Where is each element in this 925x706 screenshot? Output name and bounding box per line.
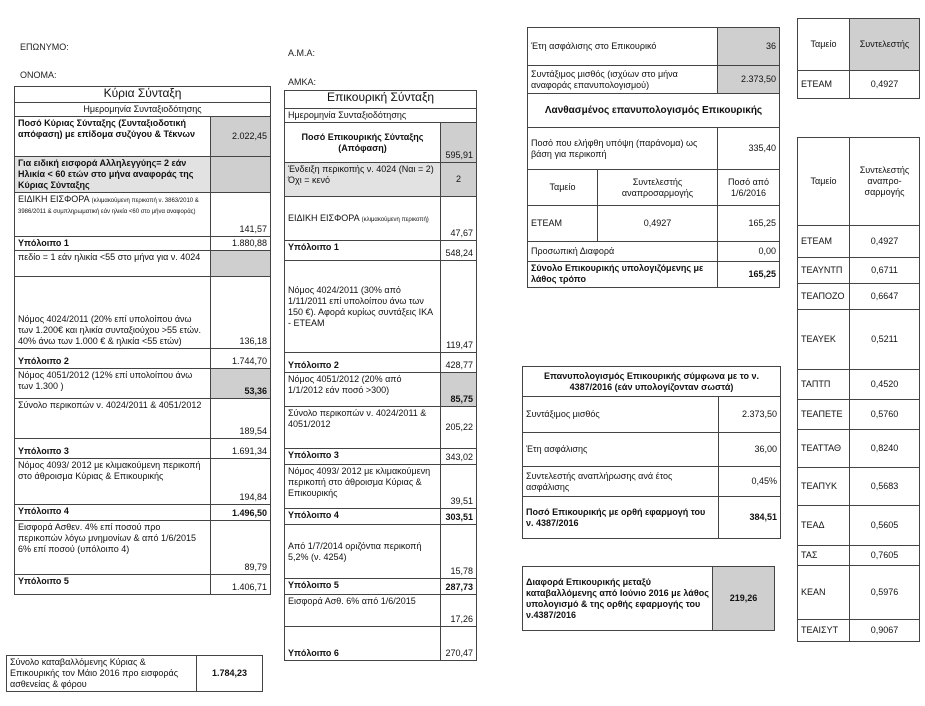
table-row: Υπόλοιπο 2 428,77 xyxy=(285,353,477,373)
main-pension-date-label: Ημερομηνία Συνταξιοδότησης xyxy=(15,103,271,117)
correct-calc-table xyxy=(522,366,781,539)
table-row: Από 1/7/2014 οριζόντια περικοπή 5,2% (ν. 4254) 15,78 xyxy=(285,525,477,579)
table-row: Ποσό Κύριας Σύνταξης (Συνταξιοδοτική απόφαση) με επίδομα συζύγου & Τέκνων 2.022,45 xyxy=(15,117,271,157)
table-row: Νόμος 4093/ 2012 με κλιμακούμενη περικοπή στο άθροισμα Κύριας & Επικουρικής 39,51 xyxy=(285,465,477,509)
table-row: Εισφορά Ασθ. 6% από 1/6/2015 17,26 xyxy=(285,595,477,627)
table-row: ΕΙΔΙΚΗ ΕΙΣΦΟΡΑ (κλιμακούμενη περικοπή ν. 3863/2010 & 3986/2011 & συμπληρωματική εάν ηλικία <60 στο μήνα αναφοράς) 141,57 xyxy=(15,193,271,237)
difference-value: 219,26 xyxy=(713,567,775,631)
table-row: Νόμος 4093/ 2012 με κλιμακούμενη περικοπή στο άθροισμα Κύριας & Επικουρικής 194,84 xyxy=(15,459,271,505)
wrong-calc-title: Λανθασμένος επανυπολογισμός Επικουρικής xyxy=(528,94,780,128)
table-row: ΤΕΑΥΝΤΠ 0,6711 xyxy=(798,258,920,284)
table-row: ΤΑΣ 0,7605 xyxy=(798,546,920,566)
fund-col-coef: Συντελεστής αναπρο-σαρμογής xyxy=(850,138,920,226)
table-row: Νόμος 4024/2011 (20% επί υπολοίπου άνω των 1.200€ και ηλικία συνταξιούχου >55 ετών. 40% άνω των 1.000 € & ηλικία <55 ετών) 136,18 xyxy=(15,277,271,349)
col-coef: Συντελεστής αναπροσαρμογής xyxy=(598,170,718,206)
table-row: ΚΕΑΝ 0,5976 xyxy=(798,566,920,620)
aux-pension-date-label: Ημερομηνία Συνταξιοδότησης xyxy=(285,109,477,123)
main-total-value: 1.784,23 xyxy=(197,656,263,692)
years-label: Έτη ασφάλισης στο Επικουρικό xyxy=(528,28,718,66)
difference-table xyxy=(522,566,775,631)
table-row: ΤΕΑΠΥΚ 0,5683 xyxy=(798,468,920,506)
label-amka: ΑΜΚΑ: xyxy=(288,77,317,87)
aux-pension-title: Επικουρική Σύνταξη xyxy=(285,91,477,109)
correct-calc-title: Επανυπολογισμός Επικουρικής σύμφωνα με το ν. 4387/2016 (εάν υπολογίζονταν σωστά) xyxy=(523,367,781,397)
years-value: 36 xyxy=(718,28,780,66)
salary-label: Συντάξιμος μισθός (ισχύων στο μήνα αναφοράς επανυπολογισμού) xyxy=(528,66,718,94)
table-row: ΤΑΠΤΠ 0,4520 xyxy=(798,370,920,400)
table-row: Υπόλοιπο 2 1.744,70 xyxy=(15,349,271,369)
col-fund: Ταμείο xyxy=(528,170,598,206)
table-row: ΤΕΑΠΕΤΕ 0,5760 xyxy=(798,400,920,430)
table-row: ΕΤΕΑΜ 0,4927 165,25 xyxy=(528,206,780,242)
table-row: Εισφορά Ασθεν. 4% επί ποσού προ περικοπών λόγω μνημονίων & από 1/6/2015 6% επί ποσού (υπόλοιπο 4) 89,79 xyxy=(15,521,271,575)
table-row: Σύνολο περικοπών ν. 4024/2011 & 4051/2012 189,54 xyxy=(15,399,271,439)
main-pension-table xyxy=(14,86,271,595)
base-label: Ποσό που ελήφθη υπόψη (παράνομα) ως βάση για περικοπή xyxy=(528,128,718,170)
table-row: Υπόλοιπο 1 548,24 xyxy=(285,241,477,261)
aux-pension-table xyxy=(284,90,477,661)
main-total-label: Σύνολο καταβαλλόμενης Κύριας & Επικουρικής τον Μάιο 2016 προ εισφοράς ασθενείας & φόρου xyxy=(7,656,197,692)
table-row: Ποσό Επικουρικής με ορθή εφαρμογή του ν. 4387/2016 384,51 xyxy=(523,497,781,539)
wrong-total-value: 165,25 xyxy=(718,262,780,288)
table-row: Υπόλοιπο 1 1.880,88 xyxy=(15,237,271,251)
salary-value: 2.373,50 xyxy=(718,66,780,94)
table-row: πεδίο = 1 εάν ηλικία <55 στο μήνα για ν. 4024 xyxy=(15,251,271,277)
table-row: ΤΕΑΤΤΑΘ 0,8240 xyxy=(798,430,920,468)
personal-diff-label: Προσωπική Διαφορά xyxy=(528,242,718,262)
table-row: Συντάξιμος μισθός 2.373,50 xyxy=(523,397,781,433)
table-row: ΤΕΑΥΕΚ 0,5211 xyxy=(798,310,920,370)
table-row: ΕΙΔΙΚΗ ΕΙΣΦΟΡΑ (κλιμακούμενη περικοπή) 47,67 xyxy=(285,197,477,241)
main-pension-title: Κύρια Σύνταξη xyxy=(15,87,271,103)
fund-table xyxy=(797,137,920,642)
table-row: Υπόλοιπο 5 1.406,71 xyxy=(15,575,271,595)
table-row: Συντελεστής αναπλήρωσης ανά έτος ασφάλισης 0,45% xyxy=(523,467,781,497)
table-row: ΤΕΑΔ 0,5605 xyxy=(798,506,920,546)
table-row: Υπόλοιπο 3 343,02 xyxy=(285,449,477,465)
table-row: Νόμος 4051/2012 (20% από 1/1/2012 εάν ποσό >300) 85,75 xyxy=(285,373,477,407)
table-row: Σύνολο περικοπών ν. 4024/2011 & 4051/2012 205,22 xyxy=(285,407,477,449)
table-row: Υπόλοιπο 6 270,47 xyxy=(285,627,477,661)
table-row: ΕΤΕΑΜ 0,4927 xyxy=(798,226,920,258)
table-row: Νόμος 4024/2011 (30% από 1/11/2011 επί υπολοίπου άνω των 150 €). Αφορά κυρίως συντάξεις ΙΚΑ - ΕΤΕΑΜ 119,47 xyxy=(285,261,477,353)
fund-col-fund: Ταμείο xyxy=(798,138,850,226)
base-value: 335,40 xyxy=(718,128,780,170)
table-row: Υπόλοιπο 4 1.496,50 xyxy=(15,505,271,521)
table-row: Υπόλοιπο 3 1.691,34 xyxy=(15,439,271,459)
personal-diff-value: 0,00 xyxy=(718,242,780,262)
table-row: ΤΕΑΠΟΖΟ 0,6647 xyxy=(798,284,920,310)
col-amount: Ποσό από 1/6/2016 xyxy=(718,170,780,206)
table-row: Έτη ασφάλισης 36,00 xyxy=(523,433,781,467)
table-row: Για ειδική εισφορά Αλληλεγγύης= 2 εάν Ηλικία < 60 ετών στο μήνα αναφοράς της Κύριας Σύνταξης xyxy=(15,157,271,193)
label-ama: Α.Μ.Α: xyxy=(288,48,316,58)
fund-top-col-fund: Ταμείο xyxy=(798,19,850,71)
label-onoma: ΟΝΟΜΑ: xyxy=(20,70,57,80)
label-eponymo: ΕΠΩΝΥΜΟ: xyxy=(20,42,69,52)
wrong-total-label: Σύνολο Επικουρικής υπολογιζόμενης με λάθος τρόπο xyxy=(528,262,718,288)
table-row: Υπόλοιπο 4 303,51 xyxy=(285,509,477,525)
wrong-calc-table xyxy=(527,27,780,288)
main-total-table xyxy=(6,655,263,692)
table-row: ΤΕΑΙΣΥΤ 0,9067 xyxy=(798,620,920,642)
fund-top-table xyxy=(797,18,920,99)
fund-top-col-coef: Συντελεστής xyxy=(850,19,920,71)
difference-label: Διαφορά Επικουρικής μεταξύ καταβαλλόμενης από Ιούνιο 2016 με λάθος υπολογισμό & της ορθής εφαρμογής του ν.4387/2016 xyxy=(523,567,713,631)
table-row: ΕΤΕΑΜ 0,4927 xyxy=(798,71,920,99)
table-row: Υπόλοιπο 5 287,73 xyxy=(285,579,477,595)
table-row: Ποσό Επικουρικής Σύνταξης (Απόφαση) 595,91 xyxy=(285,123,477,163)
table-row: Ένδειξη περικοπής ν. 4024 (Ναι = 2) Όχι = κενό 2 xyxy=(285,163,477,197)
table-row: Νόμος 4051/2012 (12% επί υπολοίπου άνω των 1.300 ) 53,36 xyxy=(15,369,271,399)
